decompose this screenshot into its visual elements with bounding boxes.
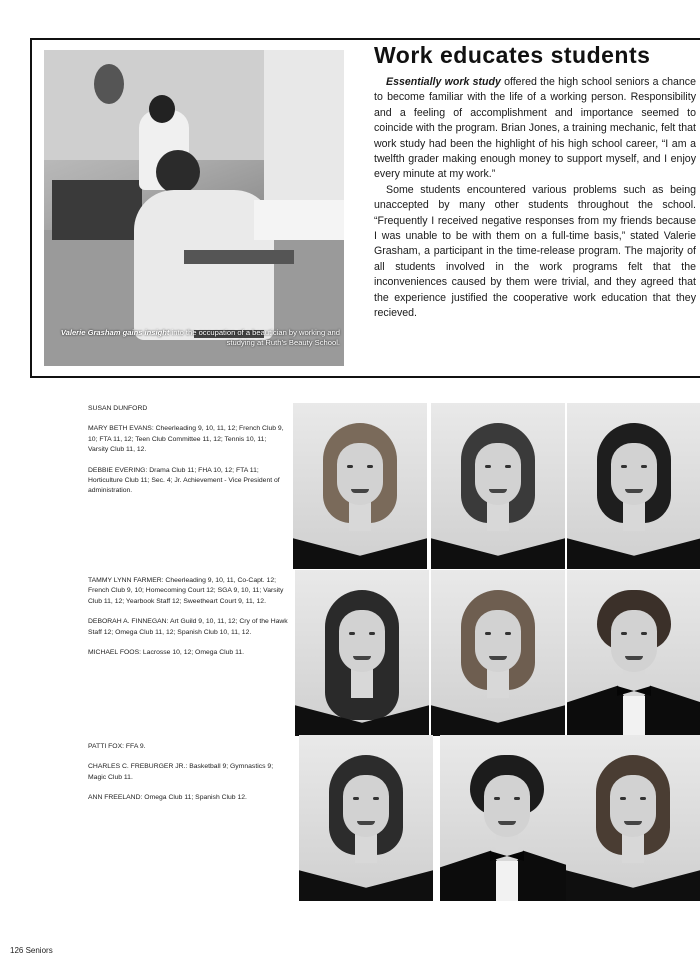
senior-activities: Basketball 9; Gymnastics 9; Magic Club 11. [88, 763, 274, 781]
senior-names-group-3 [88, 742, 288, 814]
portrait-neck [623, 668, 645, 698]
portrait-face [337, 443, 383, 505]
feature-box [30, 38, 700, 378]
portrait-eye [367, 465, 373, 468]
portrait-neck [622, 833, 644, 863]
portrait-eye [353, 797, 359, 800]
portrait-eye [640, 797, 646, 800]
senior-name: DEBBIE EVERING: [88, 466, 148, 474]
senior-name: PATTI FOX: [88, 743, 124, 750]
paragraph-1-text: offered the high school seniors a chance to become familiar with the life of a working person. Responsibility and a feeling of accomplishment and importance seemed to coincide with the program. Brian Jones, a training mechanic, felt that work study had been the highlight of his high school career, “I am a twelfth grader making enough money to support myself, and I enjoy every minute at my work.” [374, 76, 696, 181]
photo-client-hair [156, 150, 200, 194]
portrait-eye [494, 797, 500, 800]
senior-portrait [440, 735, 574, 901]
senior-entry [88, 793, 288, 803]
senior-name: CHARLES C. FREBURGER JR.: [88, 763, 188, 771]
portrait-eye [514, 797, 520, 800]
portrait-eye [347, 465, 353, 468]
senior-activities: Cheerleading 9, 10, 11, Co-Capt. 12; French Club 9, 10; Homecoming Court 12; SGA 9, 10, 11; Varsity Club 11, 12; Yearbook Staff 12; Sweetheart Court 9, 11, 12. [88, 577, 284, 605]
portrait-eye [485, 465, 491, 468]
portrait-mouth [357, 821, 375, 825]
article-paragraph-2: Some students encountered various problems such as being unaccepted by many other students throughout the school. “Frequently I received negative responses from my friends because I was unable to be with them on a full-time basis,” stated Valerie Grasham, a participant in the time-release program. The majority of all students involved in the work programs felt that the inconveniences caused by them were trivial, and they agreed that the experience justified the cooperative work education that they recieved. [374, 183, 696, 320]
portrait-eye [621, 465, 627, 468]
senior-activities: Omega Club 11; Spanish Club 12. [142, 794, 247, 802]
photo-plant [94, 64, 124, 104]
senior-name: TAMMY LYNN FARMER: [88, 577, 164, 584]
portrait-neck [496, 833, 518, 863]
portrait-eye [505, 465, 511, 468]
lead-phrase: Essentially work study [386, 76, 501, 88]
senior-entry [88, 742, 288, 752]
portrait-neck [349, 501, 371, 531]
photo-caption [48, 328, 340, 348]
portrait-mouth [489, 656, 507, 660]
senior-names-group-1 [88, 404, 288, 507]
senior-name: MARY BETH EVANS: [88, 425, 154, 433]
portrait-drape [299, 857, 433, 901]
senior-name: SUSAN DUNFORD [88, 405, 148, 412]
senior-portrait [431, 403, 565, 569]
photo-table [254, 200, 344, 240]
portrait-eye [641, 465, 647, 468]
senior-portrait [567, 403, 700, 569]
portrait-eye [620, 797, 626, 800]
portrait-face [611, 610, 657, 672]
senior-activities: FFA 9. [124, 743, 146, 750]
senior-activities: Drama Club 11; FHA 10, 12; FTA 11; Horticulture Club 11; Sec. 4; Jr. Achievement - Vice President of administration. [88, 466, 280, 495]
senior-name: ANN FREELAND: [88, 794, 143, 802]
portrait-face [610, 775, 656, 837]
portrait-mouth [351, 489, 369, 493]
portrait-eye [505, 632, 511, 635]
portrait-shirt [623, 696, 645, 736]
portrait-face [475, 610, 521, 672]
portrait-eye [621, 632, 627, 635]
portrait-drape [567, 525, 700, 569]
senior-portrait [299, 735, 433, 901]
senior-entry [88, 466, 288, 497]
portrait-mouth [625, 489, 643, 493]
portrait-face [475, 443, 521, 505]
senior-portrait [293, 403, 427, 569]
portrait-face [343, 775, 389, 837]
article-paragraph-1 [374, 75, 696, 183]
senior-activities: Art Guild 9, 10, 11, 12; Cry of the Hawk Staff 12; Omega Club 11, 12; Spanish Club 10, 11, 12. [88, 618, 288, 636]
portrait-neck [623, 501, 645, 531]
portrait-eye [485, 632, 491, 635]
portrait-neck [487, 501, 509, 531]
senior-entry [88, 762, 288, 783]
senior-entry [88, 424, 288, 455]
portrait-eye [369, 632, 375, 635]
portrait-face [611, 443, 657, 505]
portrait-drape [566, 857, 700, 901]
photo-counter [52, 180, 142, 240]
portrait-shirt [496, 861, 518, 901]
portrait-eye [373, 797, 379, 800]
senior-entry [88, 576, 288, 607]
senior-portrait [566, 735, 700, 901]
photo-window [264, 50, 344, 200]
senior-name: DEBORAH A. FINNEGAN: [88, 618, 169, 626]
headline: Work educates students [374, 42, 651, 68]
portrait-drape [431, 525, 565, 569]
photo-chair-arm [184, 250, 294, 264]
portrait-neck [351, 668, 373, 698]
portrait-drape [293, 525, 427, 569]
page-folio: 126 Seniors [10, 946, 53, 955]
portrait-eye [349, 632, 355, 635]
senior-entry [88, 648, 288, 658]
caption-lead: Valerie Grasham gains insight [60, 328, 170, 337]
feature-photo [44, 50, 344, 366]
senior-name: MICHAEL FOOS: [88, 649, 141, 657]
article [374, 40, 696, 322]
portrait-mouth [624, 821, 642, 825]
portrait-eye [641, 632, 647, 635]
senior-portrait [295, 570, 429, 736]
senior-activities: Lacrosse 10, 12; Omega Club 11. [141, 649, 245, 657]
senior-entry [88, 404, 288, 414]
portrait-face [339, 610, 385, 672]
senior-activities: Cheerleading 9, 10, 11, 12; French Club 9, 10; FTA 11, 12; Teen Club Committee 11, 12; Tennis 10, 11; Varsity Club 11, 12. [88, 425, 284, 454]
senior-entry [88, 617, 288, 638]
senior-portrait [431, 570, 565, 736]
portrait-neck [355, 833, 377, 863]
portrait-mouth [498, 821, 516, 825]
photo-client-cape [134, 190, 274, 340]
photo-beautician-hair [149, 95, 175, 123]
portrait-face [484, 775, 530, 837]
senior-names-group-2 [88, 576, 288, 668]
portrait-mouth [353, 656, 371, 660]
portrait-mouth [625, 656, 643, 660]
caption-text: into the occupation of a beautician by working and studying at Ruth’s Beauty School. [169, 328, 340, 347]
portrait-drape [431, 692, 565, 736]
portrait-mouth [489, 489, 507, 493]
portrait-neck [487, 668, 509, 698]
senior-portrait [567, 570, 700, 736]
